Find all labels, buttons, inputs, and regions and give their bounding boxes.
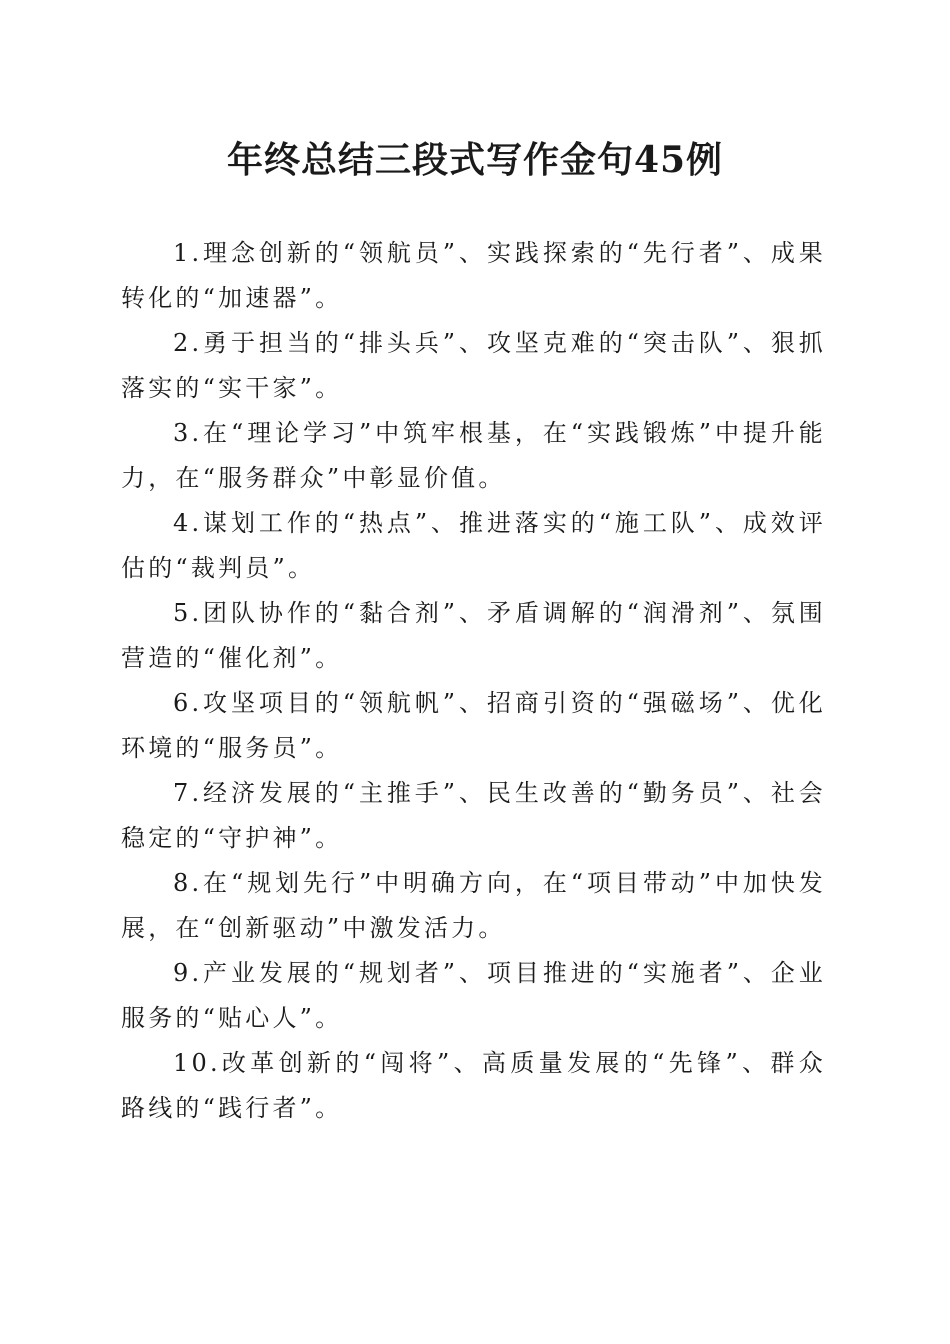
paragraph-item-3: 3.在“理论学习”中筑牢根基，在“实践锻炼”中提升能力，在“服务群众”中彰显价值。: [121, 419, 826, 492]
paragraph-item-7: 7.经济发展的“主推手”、民生改善的“勤务员”、社会稳定的“守护神”。: [121, 779, 826, 852]
document-title: 年终总结三段式写作金句45例: [226, 139, 724, 181]
paragraph-item-9: 9.产业发展的“规划者”、项目推进的“实施者”、企业服务的“贴心人”。: [121, 959, 826, 1032]
paragraph-item-10: 10.改革创新的“闯将”、高质量发展的“先锋”、群众路线的“践行者”。: [121, 1049, 826, 1122]
document-body: [121, 231, 826, 1131]
paragraph-item-5: 5.团队协作的“黏合剂”、矛盾调解的“润滑剂”、氛围营造的“催化剂”。: [121, 599, 826, 672]
paragraph-item-1: 1.理念创新的“领航员”、实践探索的“先行者”、成果转化的“加速器”。: [121, 239, 826, 312]
paragraph-item-6: 6.攻坚项目的“领航帆”、招商引资的“强磁场”、优化环境的“服务员”。: [121, 689, 826, 762]
paragraph-item-8: 8.在“规划先行”中明确方向，在“项目带动”中加快发展，在“创新驱动”中激发活力。: [121, 869, 826, 942]
paragraph-item-2: 2.勇于担当的“排头兵”、攻坚克难的“突击队”、狠抓落实的“实干家”。: [121, 329, 826, 402]
paragraph-item-4: 4.谋划工作的“热点”、推进落实的“施工队”、成效评估的“裁判员”。: [121, 509, 826, 582]
